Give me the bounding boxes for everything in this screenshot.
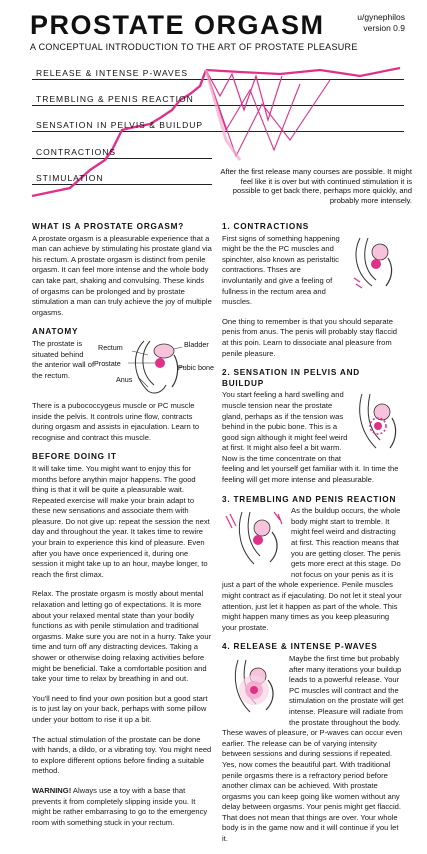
author-name: u/gynephilos bbox=[357, 12, 405, 22]
version-label: version 0.9 bbox=[363, 23, 405, 33]
arousal-release-curve bbox=[206, 68, 400, 76]
text-anatomy-2: There is a pubococcygeus muscle or PC muscle inside the pelvis. It controls urine flow, contracts during orgasm and assists in ejaculation. Learn to recognise and contract this muscle. bbox=[32, 400, 200, 442]
label-rectum: Rectum bbox=[98, 342, 123, 352]
sensation-figure bbox=[352, 390, 404, 456]
text-before-4: The actual stimulation of the prostate can be done with hands, a dildo, or a vibrating toy. You might need to explore different options before finding a suitable method. bbox=[32, 734, 212, 776]
trembling-figure bbox=[222, 506, 286, 572]
text-before-2: Relax. The prostate orgasm is mostly about mental relaxation and letting go of expectations. It is more about your relaxed mental state than your bodily functions as with penile stimulation and traditional orgasms. Make sure you are not in a hurry. Take your time and turn off any distracting devices. Taking a shower or otherwise doing relaxing activities before might be beneficial. Take a comfortable position and take your time to relax by breathing in and out. bbox=[32, 589, 212, 684]
release-illustration bbox=[222, 654, 284, 720]
stage-label-release: RELEASE & INTENSE P-WAVES bbox=[36, 68, 189, 78]
section-release bbox=[222, 642, 404, 844]
heading-before: BEFORE DOING IT bbox=[32, 452, 117, 462]
text-anatomy-1: The prostate is situated behind the anterior wall of the rectum. bbox=[32, 338, 95, 380]
contractions-figure bbox=[346, 234, 404, 292]
section-before bbox=[32, 452, 212, 828]
text-release: Maybe the first time but probably after many iterations your buildup leads to a powerful release. Your PC muscles will contract and the stimulation on the prostate will get intense. Pleasure will radiate from the prostate throughout the body. These waves of pleasure, or P-waves can occur even earlier. The release can be of varying intensity between sessions and during sessions if repeated. Yes, now comes the beautiful part. With traditional penile orgasms there is a refractory period before another climax can be achieved. With prostate orgasms you can keep going like women without any delay between orgasms. Your penis might get flaccid. That does not mean that things are over. Your whole body is in the game now and it will continue if you let it. bbox=[222, 653, 404, 844]
stage-label-trembling: TREMBLING & PENIS REACTION bbox=[36, 94, 194, 104]
label-bladder: Bladder bbox=[184, 339, 209, 349]
label-pubic-bone: Pubic bone bbox=[178, 362, 214, 372]
right-column bbox=[222, 222, 404, 854]
heading-anatomy: ANATOMY bbox=[32, 327, 79, 337]
text-before-3: You'll need to find your own position but a good start is to just lay on your back, perhaps with some pillow under your bottom to rise it up a bit. bbox=[32, 693, 208, 724]
contractions-illustration bbox=[346, 234, 404, 292]
trembling-illustration bbox=[222, 506, 286, 572]
warning-paragraph bbox=[32, 786, 212, 828]
section-sensation bbox=[222, 368, 404, 486]
anatomy-diagram bbox=[94, 335, 214, 399]
text-before-1: It will take time. You might want to enjoy this for months before anythin major happens. The good thing is that it will be quite a pleasurable wait. Repeated exercise will make your brain adapt to these new sensations and associate them with pleasure. Do not give up: repeat the session the next day and throughout the year. It takes time to rewire your brain to experience this kind of pleasure. Even after you have once experienced it, during one session it might take up to an hour, maybe longer, to reach the first climax. bbox=[32, 463, 210, 579]
label-prostate: Prostate bbox=[94, 358, 121, 368]
section-contractions bbox=[222, 222, 404, 359]
anatomy-row bbox=[32, 339, 212, 401]
text-contractions-2: One thing to remember is that you should separate penis from anus. The penis will probably stay flaccid at this poin. Learn to dissociate anal pleasure from penile pleasure. bbox=[222, 316, 398, 358]
text-sensation: You start feeling a hard swelling and muscle tension near the prostate gland, perhaps as if the tension was behind in the pubic bone. This is a good sign although it might feel weird at first. It might also feel a bit warm. Now is the time concentrate on that feeling and let yourself get familiar with it. In time the feeling will get more intense and pleasurable. bbox=[222, 390, 399, 485]
label-anus: Anus bbox=[116, 374, 133, 384]
stage-label-sensation: SENSATION IN PELVIS & BUILDUP bbox=[36, 120, 204, 130]
sensation-illustration bbox=[352, 390, 404, 456]
text-trembling: As the buildup occurs, the whole body might start to tremble. It might feel weird and distracting at first. This reaction means that you are getting closer. The penis gets more erect at this stage. Do not focus on your penis as it is just a part of the whole experience. Penile muscles might contract as if ejaculating. Do not let it steal your attention, just let it happen as part of the whole. This might happen many times as you keep pleasuring your prostate. bbox=[222, 506, 402, 632]
page-title: PROSTATE ORGASM bbox=[30, 10, 325, 40]
stage-label-stimulation: STIMULATION bbox=[36, 173, 104, 183]
heading-release: 4. RELEASE & INTENSE P-WAVES bbox=[222, 642, 378, 652]
heading-contractions: 1. CONTRACTIONS bbox=[222, 222, 310, 231]
heading-trembling: 3. TREMBLING AND PENIS REACTION bbox=[222, 494, 397, 504]
section-anatomy bbox=[32, 327, 212, 443]
heading-what: WHAT IS A PROSTATE ORGASM? bbox=[32, 222, 185, 231]
course-line-3 bbox=[206, 70, 330, 156]
left-column bbox=[32, 222, 212, 837]
heading-sensation: 2. SENSATION IN PELVIS AND BUILDUP bbox=[222, 368, 361, 388]
section-what bbox=[32, 222, 212, 318]
text-what: A prostate orgasm is a pleasurable experience that a man can achieve by stimulating his prostate gland via his rectum. A prostate orgasm is distinct from penile orgasm. It can feel more intense and the whole body can take part, shaking and convulsing. These kinds of orgasms can be prolonged and by prostate stimulation a man can truly achieve the joy of multiple orgasms. bbox=[32, 233, 212, 317]
text-contractions-1: First signs of something happening might be the the PC muscles and spinchter, also known as peristaltic contractions. Thses are involuntarily and give a feeling of fullness in the rectum area and muscles. bbox=[222, 233, 340, 307]
header-note: After the first release many courses are possible. It might feel like it is over but with continued stimulation it is possible to get back there, perhaps more quickly, and probably more intensely. bbox=[220, 167, 412, 205]
page-subtitle: A CONCEPTUAL INTRODUCTION TO THE ART OF PROSTATE PLEASURE bbox=[30, 42, 358, 52]
warning-text: Always use a toy with a base that prevents it from completely slipping inside you. It might be rather embarrasing to go to the emergency room with something stuck in your rectum. bbox=[32, 785, 208, 827]
stage-label-contractions: CONTRACTIONS bbox=[36, 147, 116, 157]
section-trembling bbox=[222, 495, 404, 634]
release-figure bbox=[222, 654, 284, 720]
header bbox=[0, 0, 427, 210]
warning-label: WARNING! bbox=[32, 785, 72, 795]
